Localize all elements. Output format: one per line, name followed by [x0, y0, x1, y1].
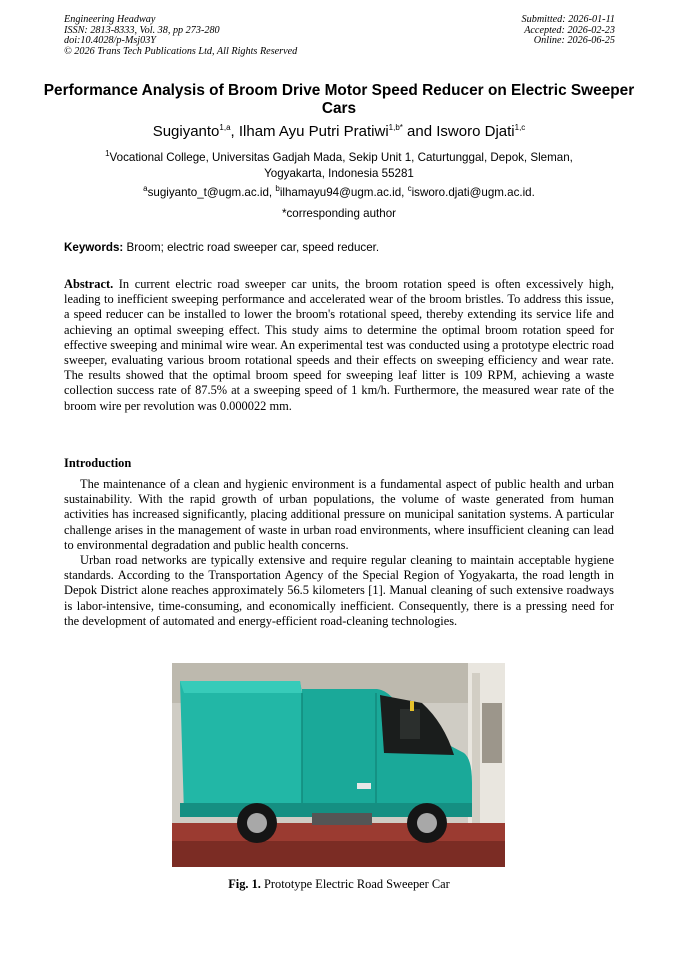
keywords-label: Keywords: [64, 241, 124, 254]
email-link[interactable]: ilhamayu94@ugm.ac.id, [279, 186, 408, 199]
doi-line: doi:10.4028/p-Msj03Y [64, 35, 156, 47]
paper-title: Performance Analysis of Broom Drive Motor Speed Reducer on Electric Sweeper Cars [43, 82, 635, 117]
affiliation [80, 150, 598, 181]
email-link[interactable]: isworo.djati@ugm.ac.id. [411, 186, 535, 199]
abstract-label: Abstract. [64, 277, 114, 291]
journal-name: Engineering Headway [64, 14, 156, 25]
author-sup: 1,c [514, 123, 526, 132]
paragraph: The maintenance of a clean and hygienic environment is a fundamental aspect of public health and urban sustainability. With the rapid growth of urban populations, the volume of waste generated from human activities has increased significantly, placing additional pressure on municipal sanitation systems. A particular challenge arises in the management of waste in urban road environments, where insufficient cleaning can lead to environmental degradation and public health concerns. [64, 477, 614, 552]
photo-floor-shadow [172, 841, 505, 867]
issn-line: ISSN: 2813-8333, Vol. 38, pp 273-280 [64, 24, 220, 36]
rear-hub [247, 813, 267, 833]
affiliation-text: Vocational College, Universitas Gadjah Mada, Sekip Unit 1, Caturtunggal, Depok, Sleman, Yogyakarta, Indonesia 55281 [109, 151, 573, 180]
corresponding-author-note: *corresponding author [281, 207, 397, 220]
front-hub [417, 813, 437, 833]
broom-unit [312, 813, 372, 825]
email-sup: b [275, 184, 280, 194]
paragraph: Urban road networks are typically extensive and require regular cleaning to maintain acceptable hygiene standards. According to the Transportation Agency of the Special Region of Yogyakarta, the road length in Depok District alone reaches approximately 56.5 kilometers [1]. Manual cleaning of such extensive roadways is labor-intensive, time-consuming, and economically inefficient. Consequently, there is a pressing need for the development of automated and energy-efficient road-cleaning technologies. [64, 553, 614, 628]
author-sup: 1,a [219, 123, 231, 132]
email-sup: a [143, 184, 148, 194]
sweeper-car-photo [172, 663, 505, 867]
author-list [40, 123, 638, 141]
van-plate [357, 783, 371, 789]
author-name: Isworo Djati [436, 123, 515, 140]
author-separator: , [230, 123, 239, 140]
submitted-date: Submitted: 2026-01-11 [521, 14, 615, 25]
author-separator: and [402, 123, 437, 140]
van-seat [400, 709, 420, 739]
affiliation-sup: 1 [105, 149, 110, 159]
section-heading: Introduction [64, 456, 132, 470]
figure-caption [64, 877, 614, 892]
van-cargo-box [180, 681, 302, 813]
van-yellow-tag [410, 701, 414, 711]
header-right [522, 15, 615, 47]
photo-shelf [472, 673, 480, 823]
figure-label: Fig. 1. [228, 877, 261, 891]
copyright-line: © 2026 Trans Tech Publications Ltd, All Rights Reserved [64, 45, 298, 57]
accepted-date: Accepted: 2026-02-23 [524, 24, 615, 36]
header-left [64, 15, 297, 57]
online-date: Online: 2026-06-25 [533, 35, 615, 47]
abstract [64, 277, 614, 414]
keywords [64, 241, 615, 255]
author-sup: 1,b* [388, 123, 403, 132]
author-name: Sugiyanto [152, 123, 220, 140]
figure-photo [172, 663, 505, 867]
author-emails [40, 186, 638, 200]
email-sup: c [407, 184, 412, 194]
introduction-body [64, 477, 614, 629]
keywords-text: Broom; electric road sweeper car, speed reducer. [123, 241, 380, 254]
author-name: Ilham Ayu Putri Pratiwi [238, 123, 389, 140]
van-roof [180, 681, 302, 693]
email-link[interactable]: sugiyanto_t@ugm.ac.id, [147, 186, 276, 199]
abstract-text: In current electric road sweeper car units, the broom rotation speed is often excessively high, leading to inefficient sweeping performance and accelerated wear of the broom bristles. To address this issue, a speed reducer can be installed to lower the broom's rotational speed, thereby extending its service life and achieving an optimal sweeping effect. This study aims to determine the optimal broom rotation speed for effective sweeping and minimal wire wear. An experimental test was conducted using a prototype electric road sweeper, evaluating various broom rotational speeds and their effects on sweeping efficiency and wear rate. The results showed that the optimal broom speed for sweeping leaf litter is 109 RPM, achieving a waste collection success rate of 87.5% at a sweeping speed of 1 km/h. Furthermore, the measured wear rate of the broom wire per revolution was 0.000022 mm. [64, 277, 614, 413]
figure-caption-text: Prototype Electric Road Sweeper Car [260, 877, 450, 891]
photo-equipment [482, 703, 502, 763]
